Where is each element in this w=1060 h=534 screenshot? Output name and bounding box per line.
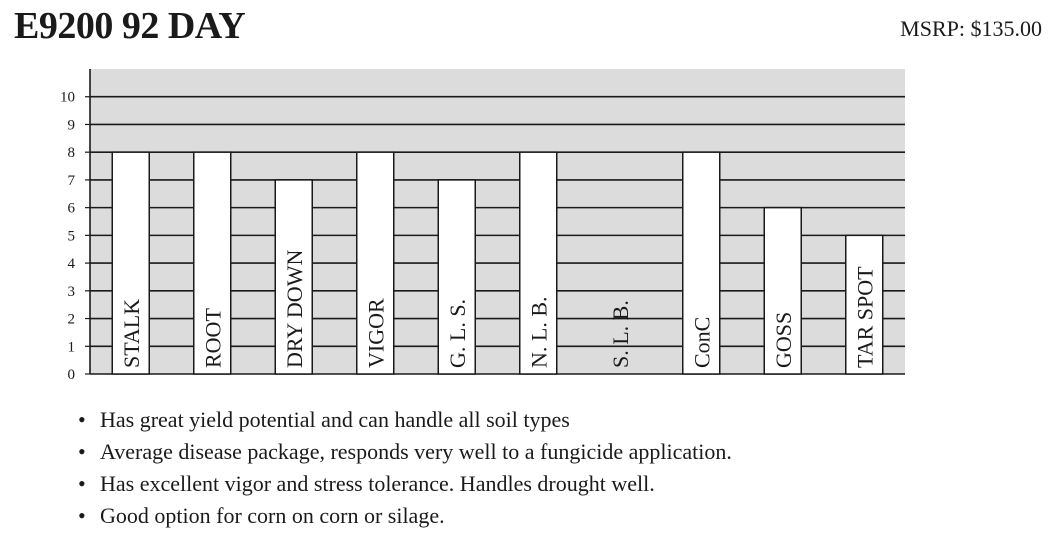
feature-bullet: • Has excellent vigor and stress tolerance. Handles drought well. bbox=[78, 468, 732, 500]
category-label: TAR SPOT bbox=[852, 266, 878, 368]
y-tick-label: 5 bbox=[67, 228, 75, 245]
y-tick-label: 1 bbox=[67, 339, 75, 356]
y-tick-label: 3 bbox=[67, 283, 75, 300]
category-label: G. L. S. bbox=[444, 298, 470, 368]
category-label: GOSS bbox=[770, 311, 796, 368]
category-label: ROOT bbox=[200, 308, 226, 368]
feature-bullet: • Good option for corn on corn or silage. bbox=[78, 500, 732, 532]
category-label: N. L. B. bbox=[526, 296, 552, 368]
category-label: VIGOR bbox=[363, 298, 389, 368]
msrp-price: MSRP: $135.00 bbox=[900, 16, 1042, 41]
category-label: S. L. B. bbox=[607, 300, 633, 368]
y-tick-label: 2 bbox=[67, 311, 75, 328]
y-tick-label: 7 bbox=[67, 172, 75, 189]
feature-list bbox=[78, 404, 732, 532]
y-tick-label: 4 bbox=[67, 256, 75, 273]
category-label: STALK bbox=[118, 298, 144, 368]
y-tick-label: 10 bbox=[60, 89, 75, 106]
feature-bullet: • Has great yield potential and can handle all soil types bbox=[78, 404, 732, 436]
y-tick-label: 8 bbox=[67, 145, 75, 162]
y-tick-label: 0 bbox=[67, 367, 75, 383]
category-label: ConC bbox=[689, 316, 715, 368]
feature-bullet: • Average disease package, responds very well to a fungicide application. bbox=[78, 436, 732, 468]
y-tick-label: 6 bbox=[67, 200, 75, 217]
category-label: DRY DOWN bbox=[281, 249, 307, 368]
y-tick-label: 9 bbox=[67, 117, 75, 134]
product-title: E9200 92 DAY bbox=[14, 5, 246, 47]
